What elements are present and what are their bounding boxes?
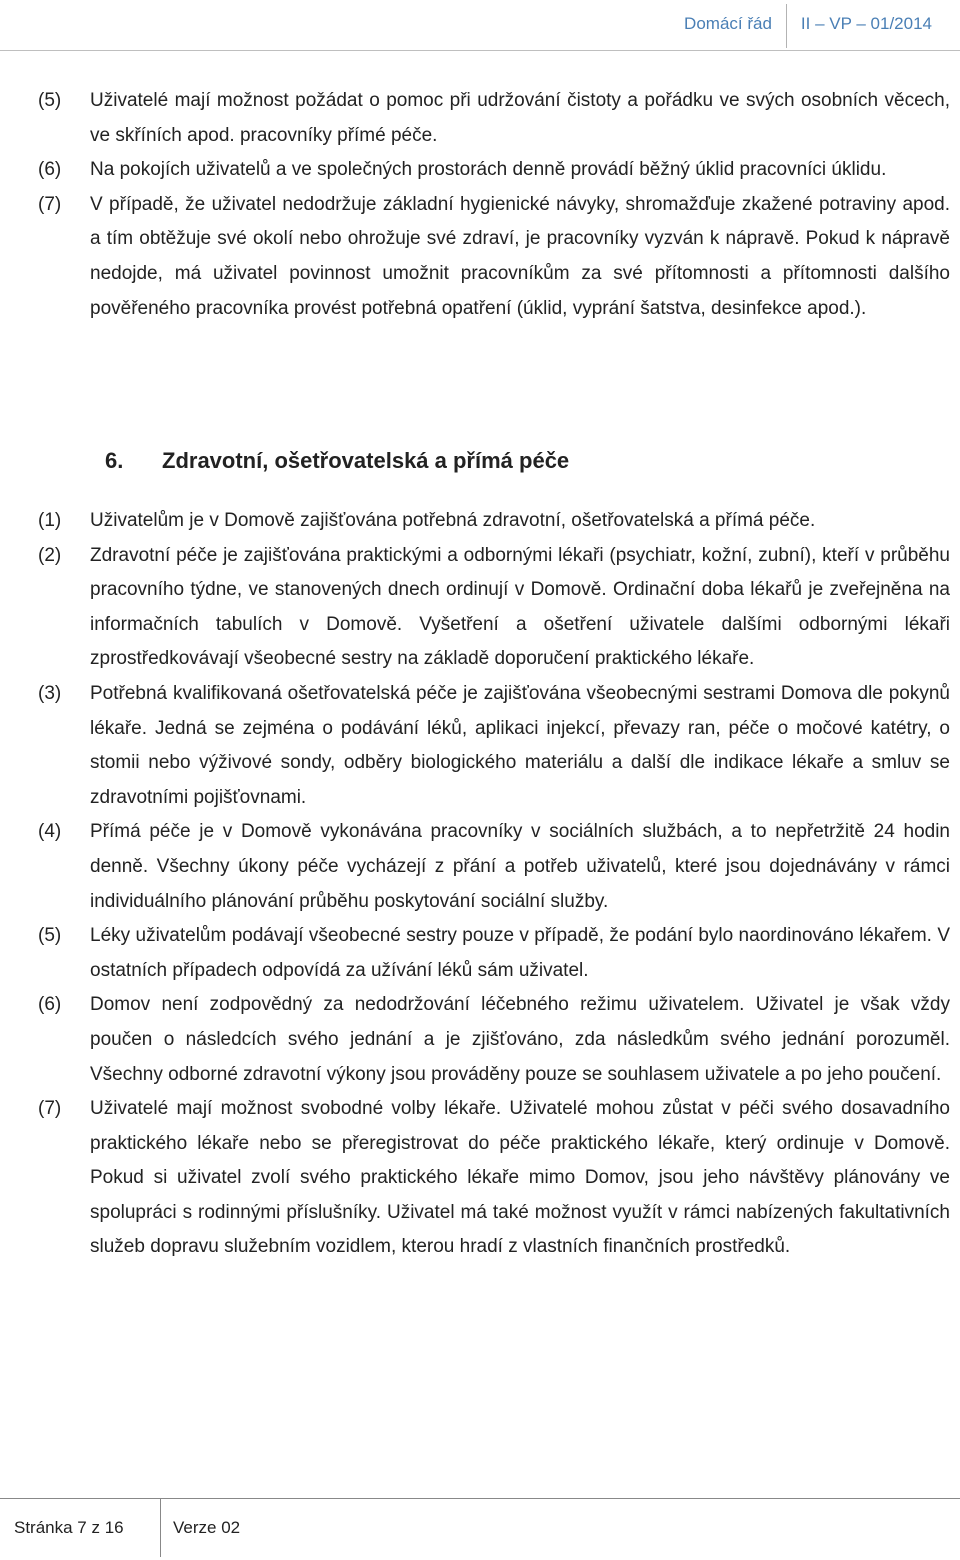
item-number: (5) [38,90,62,111]
section-title: Zdravotní, ošetřovatelská a přímá péče [162,448,570,473]
item-text: Domov není zodpovědný za nedodržování léčebného režimu uživatelem. Uživatel je však vždy poučen o následcích svého jednání a je zjišťováno, zda následkům svého jednání porozuměl. Všechny odborné zdravotní výkony jsou prováděny pouze se souhlasem uživatele a po jeho poučení. [90,994,950,1085]
rules-list-continued [38,84,950,326]
item-text: Léky uživatelům podávají všeobecné sestry pouze v případě, že podání bylo naordinováno lékařem. V ostatních případech odpovídá za užívání léků sám uživatel. [90,925,950,981]
list-item [38,677,950,815]
header-divider [786,4,787,48]
item-text: Na pokojích uživatelů a ve společných prostorách denně provádí běžný úklid pracovníci úklidu. [90,159,887,181]
list-item [38,1092,950,1265]
item-text: Zdravotní péče je zajišťována praktickými a odbornými lékaři (psychiatr, kožní, zubní), kteří v průběhu pracovního týdne, ve stanovených dnech ordinují v Domově. Ordinační doba lékařů je zveřejněna na informačních tabulích v Domově. Vyšetření a ošetření uživatele dalšími odbornými lékaři zprostředkovávají všeobecné sestry na základě doporučení praktického lékaře. [90,544,950,670]
item-number: (3) [38,682,62,704]
header-rule [0,50,960,51]
page-footer [0,1499,240,1557]
item-number: (5) [38,925,62,947]
item-text: Uživatelé mají možnost požádat o pomoc při udržování čistoty a pořádku ve svých osobních věcech, ve skříních apod. pracovníky přímé péče. [90,90,950,146]
list-item [38,188,950,326]
item-number: (1) [38,510,62,531]
item-number: (7) [38,1098,62,1120]
health-care-list [38,504,950,1265]
item-text: Potřebná kvalifikovaná ošetřovatelská péče je zajišťována všeobecnými sestrami Domova dle pokynů lékaře. Jedná se zejména o podávání léků, aplikaci injekcí, převazy ran, péče o močové katétry, o stomii nebo výživové sondy, odběry biologického materiálu a další dle indikace lékaře a smluv se zdravotními pojišťovnami. [90,682,950,808]
list-item [38,84,950,153]
list-item [38,988,950,1092]
list-item [38,815,950,919]
header-doc-code: II – VP – 01/2014 [800,14,932,33]
item-text: Uživatelé mají možnost svobodné volby lékaře. Uživatelé mohou zůstat v péči svého dosavadního praktického lékaře nebo se přeregistrovat do péče praktického lékaře, který ordinuje v Domově. Pokud si uživatel zvolí svého praktického lékaře mimo Domov, jsou jeho návštěvy plánovány ve spolupráci s rodinnými příslušníky. Uživatel má také možnost využít v rámci nabízených fakultativních služeb dopravu služebním vozidlem, kterou hradí z vlastních finančních prostředků. [90,1098,950,1258]
list-item [38,504,950,539]
item-text: Přímá péče je v Domově vykonávána pracovníky v sociálních službách, a to nepřetržitě 24 hodin denně. Všechny úkony péče vycházejí z přání a potřeb uživatelů, které jsou dojednávány v rámci individuálního plánování průběhu poskytování sociální služby. [90,821,950,912]
item-number: (7) [38,193,62,215]
list-item [38,153,950,188]
item-number: (6) [38,994,62,1016]
item-number: (6) [38,159,62,181]
item-text: Uživatelům je v Domově zajišťována potřebná zdravotní, ošetřovatelská a přímá péče. [90,510,816,531]
section-number: 6. [105,448,124,473]
item-number: (2) [38,544,62,566]
page-header [684,6,932,42]
header-doc-title: Domácí řád [684,14,772,33]
page-number: Stránka 7 z 16 [14,1518,124,1537]
version-label: Verze 02 [173,1518,241,1537]
section-heading [105,448,569,474]
item-text: V případě, že uživatel nedodržuje základní hygienické návyky, shromažďuje zkažené potraviny apod. a tím obtěžuje své okolí nebo ohrožuje své zdraví, je pracovníky vyzván k nápravě. Pokud k nápravě nedojde, má uživatel povinnost umožnit pracovníkům za své přítomnosti a přítomnosti dalšího pověřeného pracovníka provést potřebná opatření (úklid, vyprání šatstva, desinfekce apod.). [90,193,950,319]
list-item [38,539,950,677]
item-number: (4) [38,821,62,843]
list-item [38,919,950,988]
